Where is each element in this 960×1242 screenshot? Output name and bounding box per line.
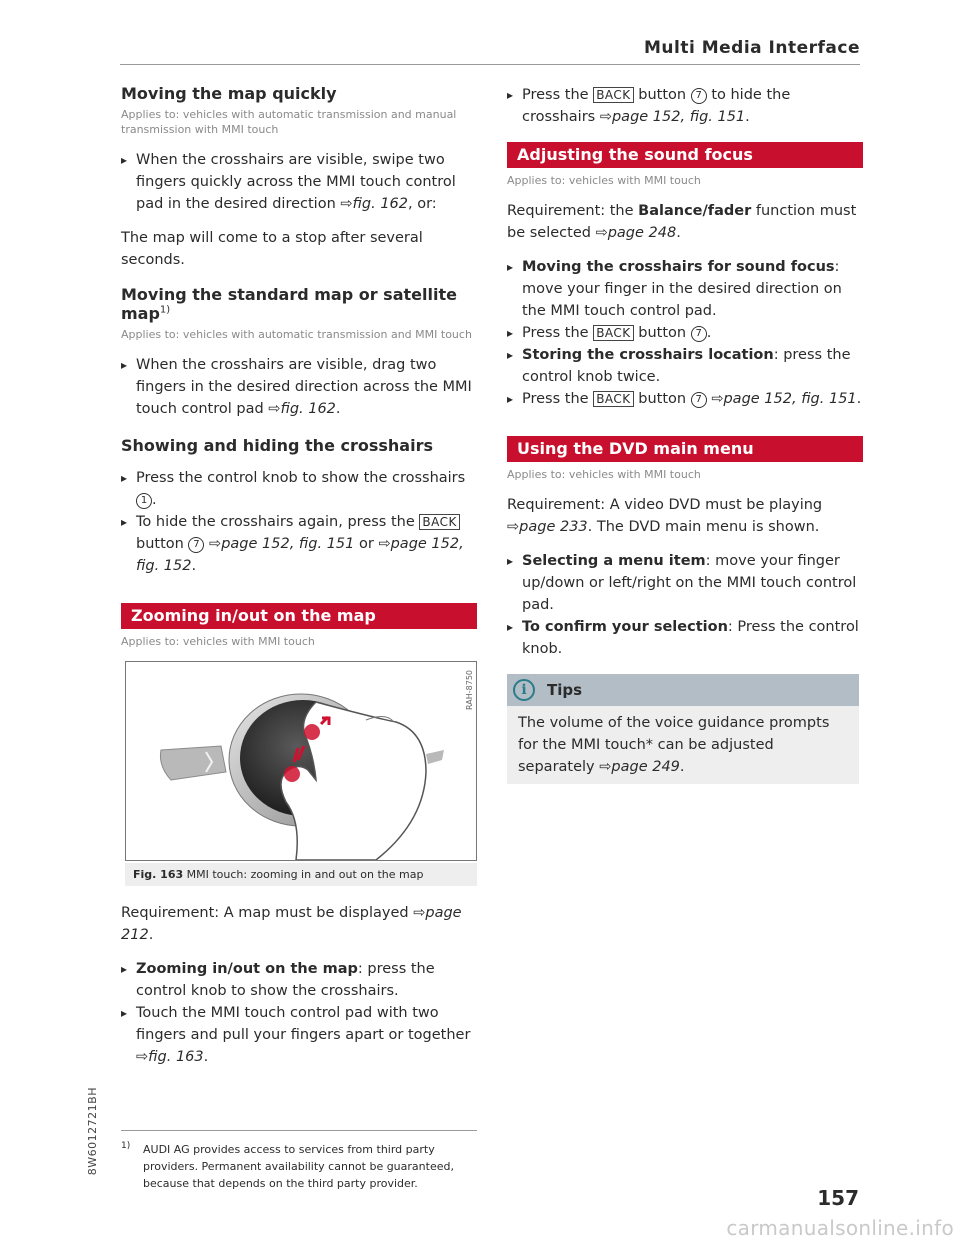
back-key: BACK: [593, 325, 633, 341]
back-key: BACK: [593, 391, 633, 407]
applies-to: Applies to: vehicles with MMI touch: [507, 174, 701, 187]
page-link[interactable]: ⇨page 152, fig. 151: [204, 536, 355, 552]
tips-body: The volume of the voice guidance prompts for the MMI touch* can be adjusted separately ⇨page 249.: [518, 715, 830, 775]
applies-to: Applies to: vehicles with automatic transmission and MMI touch: [121, 328, 472, 341]
callout-number: 7: [691, 392, 707, 408]
figure-caption: Fig. 163 MMI touch: zooming in and out on the map: [125, 863, 477, 886]
page-link[interactable]: ⇨page 152, fig. 151: [706, 391, 857, 407]
instruction-step: ▸ When the crosshairs are visible, drag two fingers in the desired direction across the MMI touch control pad ⇨fig. 162.: [121, 354, 477, 420]
section-banner: Using the DVD main menu: [507, 436, 863, 462]
page-link[interactable]: ⇨page 233: [507, 519, 588, 535]
footnote-ref: 1): [159, 304, 171, 316]
mmi-touch-illustration: [126, 662, 476, 860]
callout-number: 7: [691, 326, 707, 342]
back-key: BACK: [419, 514, 459, 530]
tips-header: [507, 674, 859, 706]
section-heading: Moving the map quickly: [121, 84, 337, 103]
callout-number: 1: [136, 493, 152, 509]
callout-number: 7: [691, 88, 707, 104]
watermark: carmanualsonline.info: [726, 1216, 954, 1240]
instruction-step: ▸ Press the control knob to show the crosshairs 1 .: [121, 467, 477, 511]
section-banner: Zooming in/out on the map: [121, 603, 477, 629]
callout-number: 7: [188, 537, 204, 553]
footnote-text: AUDI AG provides access to services from third party providers. Permanent availability cannot be guaranteed, because that depends on the third party provider.: [143, 1143, 454, 1190]
footnote: [121, 1141, 477, 1192]
instruction-step: ▸ Selecting a menu item: move your finger up/down or left/right on the MMI touch control pad.: [507, 550, 863, 616]
footnote-rule: [121, 1130, 477, 1131]
instruction-step: ▸ Touch the MMI touch control pad with two fingers and pull your fingers apart or together ⇨fig. 163.: [121, 1002, 477, 1068]
right-column: [507, 84, 863, 784]
instruction-step: ▸ Storing the crosshairs location: press the control knob twice.: [507, 344, 863, 388]
page-link[interactable]: ⇨page 152, fig. 152: [136, 536, 464, 574]
back-key: BACK: [593, 87, 633, 103]
page-link[interactable]: ⇨page 248: [595, 225, 677, 241]
paragraph: The map will come to a stop after several seconds.: [121, 230, 423, 268]
tips-box: [507, 674, 859, 784]
applies-to: Applies to: vehicles with MMI touch: [507, 468, 701, 481]
instruction-step: ▸ To confirm your selection: Press the control knob.: [507, 616, 863, 660]
figure-mmi-touch-zoom: [125, 661, 477, 861]
figure-link[interactable]: ⇨fig. 163: [136, 1049, 204, 1065]
figure-link[interactable]: ⇨fig. 162: [268, 401, 336, 417]
instruction-step: ▸ Press the BACK button 7 .: [507, 322, 863, 344]
instruction-step: ▸ Press the BACK button 7 ⇨page 152, fig. 151.: [507, 388, 863, 410]
tips-label: Tips: [547, 681, 583, 699]
section-banner: Adjusting the sound focus: [507, 142, 863, 168]
page-number: 157: [817, 1186, 859, 1210]
requirement-text: Requirement: the Balance/fader function must be selected ⇨page 248.: [507, 203, 857, 241]
header-rule: [120, 64, 860, 65]
page-link[interactable]: ⇨page 152, fig. 151: [599, 109, 746, 125]
header-title: Multi Media Interface: [644, 38, 860, 58]
requirement-text: Requirement: A map must be displayed ⇨page 212.: [121, 905, 462, 943]
instruction-step: ▸ Press the BACK button 7 to hide the crosshairs ⇨page 152, fig. 151.: [507, 84, 863, 128]
section-heading: Moving the standard map or satellite map$^{1)}$: [121, 285, 457, 323]
instruction-step: ▸ Moving the crosshairs for sound focus: move your finger in the desired direction on the MMI touch control pad.: [507, 256, 863, 322]
applies-to: Applies to: vehicles with MMI touch: [121, 635, 315, 648]
page-link[interactable]: ⇨page 212: [121, 905, 462, 943]
left-column: [121, 84, 477, 1068]
document-code: 8W6012721BH: [86, 1087, 99, 1176]
instruction-step: ▸ To hide the crosshairs again, press the BACK button 7 ⇨page 152, fig. 151 or ⇨page 152, fig. 152.: [121, 511, 477, 577]
figure-id: RAH-8750: [465, 670, 474, 710]
info-icon: i: [513, 679, 535, 701]
section-heading: Showing and hiding the crosshairs: [121, 436, 433, 455]
page-link[interactable]: ⇨page 249: [599, 759, 680, 775]
footnote-mark: 1): [121, 1141, 131, 1151]
applies-to: Applies to: vehicles with automatic transmission and manual transmission with MMI touch: [121, 108, 457, 136]
instruction-step: ▸ Zooming in/out on the map: press the control knob to show the crosshairs.: [121, 958, 477, 1002]
figure-link[interactable]: ⇨fig. 162: [340, 196, 408, 212]
instruction-step: ▸ When the crosshairs are visible, swipe two fingers quickly across the MMI touch control pad in the desired direction ⇨fig. 162, or:: [121, 149, 477, 215]
requirement-text: Requirement: A video DVD must be playing ⇨page 233. The DVD main menu is shown.: [507, 497, 823, 535]
